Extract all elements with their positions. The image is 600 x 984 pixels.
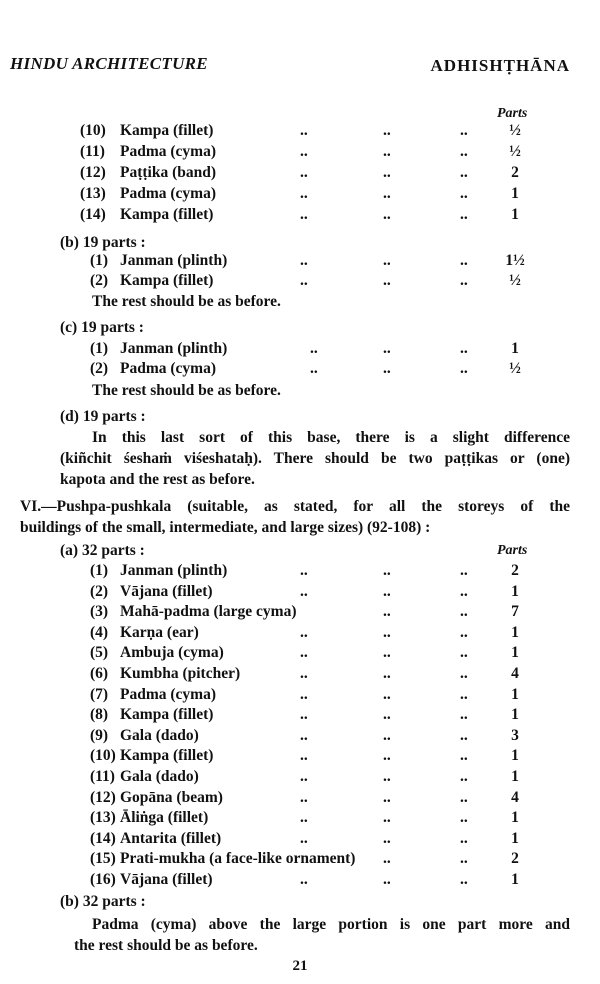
item-parts-value: 1 bbox=[511, 829, 519, 847]
leader-dots: .. bbox=[300, 665, 308, 682]
leader-dots: .. bbox=[460, 252, 468, 269]
section-a-parts-heading: Parts bbox=[497, 543, 528, 558]
leader-dots: .. bbox=[300, 252, 308, 269]
leader-dots: .. bbox=[383, 272, 391, 289]
leader-dots: .. bbox=[460, 272, 468, 289]
item-number: (12) bbox=[90, 788, 116, 806]
item-number: (11) bbox=[80, 143, 105, 160]
leader-dots: .. bbox=[383, 706, 391, 724]
leader-dots: .. bbox=[300, 164, 308, 181]
leader-dots: .. bbox=[300, 768, 308, 785]
leader-dots: .. bbox=[383, 582, 391, 600]
leader-dots: .. bbox=[300, 706, 308, 724]
leader-dots: .. bbox=[460, 164, 468, 181]
leader-dots: .. bbox=[460, 871, 468, 888]
parts-column-heading: Parts bbox=[497, 106, 528, 121]
leader-dots: .. bbox=[460, 809, 468, 827]
leader-dots: .. bbox=[300, 809, 308, 827]
leader-dots: .. bbox=[383, 252, 391, 269]
leader-dots: .. bbox=[310, 340, 318, 357]
item-name: Āliṅga (fillet) bbox=[120, 809, 209, 827]
leader-dots: .. bbox=[383, 122, 391, 139]
leader-dots: .. bbox=[300, 747, 308, 765]
item-number: (2) bbox=[90, 360, 109, 377]
section-b-note: The rest should be as before. bbox=[92, 293, 281, 310]
item-parts-value: 1 bbox=[511, 582, 519, 600]
list-item bbox=[0, 726, 600, 746]
item-name: Vājana (fillet) bbox=[120, 582, 213, 600]
section-d-text-2: (kiñchit śeshaṁ viśeshataḥ). There should be two paṭṭikas or (one) bbox=[60, 450, 570, 467]
leader-dots: .. bbox=[383, 768, 391, 785]
leader-dots: .. bbox=[300, 829, 308, 847]
leader-dots: .. bbox=[383, 206, 391, 223]
section-b-label: (b) 19 parts : bbox=[60, 234, 146, 251]
leader-dots: .. bbox=[460, 726, 468, 744]
list-item bbox=[0, 359, 600, 379]
leader-dots: .. bbox=[300, 871, 308, 888]
list-item bbox=[0, 142, 600, 162]
item-parts-value: 1 bbox=[511, 185, 519, 202]
list-item bbox=[0, 163, 600, 183]
item-number: (13) bbox=[80, 185, 106, 202]
leader-dots: .. bbox=[383, 747, 391, 765]
section-vi-line-1: VI.—Pushpa-pushkala (suitable, as stated, for all the storeys of the bbox=[20, 498, 570, 515]
leader-dots: .. bbox=[300, 582, 308, 600]
item-number: (10) bbox=[80, 122, 106, 139]
section-vi-line-2: buildings of the small, intermediate, and large sizes) (92-108) : bbox=[20, 519, 431, 536]
leader-dots: .. bbox=[460, 185, 468, 202]
item-name: Padma (cyma) bbox=[120, 360, 216, 377]
leader-dots: .. bbox=[460, 143, 468, 160]
item-name: Kampa (fillet) bbox=[120, 122, 214, 139]
leader-dots: .. bbox=[460, 122, 468, 139]
leader-dots: .. bbox=[300, 562, 308, 579]
list-item bbox=[0, 788, 600, 808]
leader-dots: .. bbox=[383, 850, 391, 868]
leader-dots: .. bbox=[383, 360, 391, 377]
item-number: (12) bbox=[80, 164, 106, 181]
section-b2-text-1: Padma (cyma) above the large portion is one part more and bbox=[92, 916, 570, 933]
list-item bbox=[0, 808, 600, 828]
item-parts-value: 7 bbox=[511, 603, 519, 621]
item-parts-value: 1 bbox=[511, 340, 519, 357]
leader-dots: .. bbox=[310, 360, 318, 377]
item-parts-value: 1 bbox=[511, 706, 519, 724]
list-item bbox=[0, 582, 600, 602]
section-c-note: The rest should be as before. bbox=[92, 382, 281, 399]
item-name: Antarita (fillet) bbox=[120, 829, 222, 847]
item-parts-value: ½ bbox=[509, 272, 521, 289]
section-d-text-3: kapota and the rest as before. bbox=[60, 471, 255, 488]
leader-dots: .. bbox=[383, 340, 391, 357]
section-b2-label: (b) 32 parts : bbox=[60, 893, 146, 910]
leader-dots: .. bbox=[460, 206, 468, 223]
leader-dots: .. bbox=[460, 829, 468, 847]
page-number: 21 bbox=[292, 958, 308, 974]
leader-dots: .. bbox=[300, 644, 308, 662]
item-number: (11) bbox=[90, 768, 115, 785]
item-parts-value: 1 bbox=[511, 809, 519, 827]
item-number: (14) bbox=[90, 829, 116, 847]
leader-dots: .. bbox=[460, 685, 468, 703]
item-parts-value: 1 bbox=[511, 206, 519, 223]
leader-dots: .. bbox=[300, 143, 308, 160]
item-parts-value: 2 bbox=[511, 562, 519, 579]
leader-dots: .. bbox=[460, 788, 468, 806]
item-parts-value: 1 bbox=[511, 644, 519, 662]
item-parts-value: ½ bbox=[509, 360, 521, 377]
leader-dots: .. bbox=[383, 809, 391, 827]
leader-dots: .. bbox=[383, 871, 391, 888]
leader-dots: .. bbox=[383, 788, 391, 806]
item-number: (8) bbox=[90, 706, 109, 724]
list-item bbox=[0, 561, 600, 581]
list-item bbox=[0, 339, 600, 359]
list-item bbox=[0, 602, 600, 622]
item-parts-value: 1 bbox=[511, 685, 519, 703]
item-name: Mahā-padma (large cyma) bbox=[120, 603, 297, 621]
section-d-text-1: In this last sort of this base, there is a slight difference bbox=[92, 429, 570, 446]
list-item bbox=[0, 664, 600, 684]
leader-dots: .. bbox=[383, 623, 391, 641]
item-number: (14) bbox=[80, 206, 106, 223]
list-item bbox=[0, 623, 600, 643]
list-item bbox=[0, 870, 600, 890]
item-parts-value: ½ bbox=[509, 143, 521, 160]
leader-dots: .. bbox=[300, 185, 308, 202]
item-number: (4) bbox=[90, 623, 109, 641]
leader-dots: .. bbox=[383, 603, 391, 621]
item-name: Padma (cyma) bbox=[120, 685, 216, 703]
item-name: Kampa (fillet) bbox=[120, 747, 214, 765]
leader-dots: .. bbox=[460, 850, 468, 868]
item-parts-value: ½ bbox=[509, 122, 521, 139]
leader-dots: .. bbox=[383, 726, 391, 744]
list-item bbox=[0, 251, 600, 271]
item-number: (1) bbox=[90, 562, 109, 579]
item-number: (7) bbox=[90, 685, 109, 703]
item-name: Padma (cyma) bbox=[120, 185, 216, 202]
list-item bbox=[0, 121, 600, 141]
item-parts-value: 1 bbox=[511, 768, 519, 785]
section-d-label: (d) 19 parts : bbox=[60, 408, 146, 425]
item-name: Prati-mukha (a face-like ornament) bbox=[120, 850, 356, 868]
leader-dots: .. bbox=[460, 360, 468, 377]
leader-dots: .. bbox=[460, 706, 468, 724]
leader-dots: .. bbox=[383, 644, 391, 662]
item-parts-value: 2 bbox=[511, 164, 519, 181]
leader-dots: .. bbox=[300, 623, 308, 641]
leader-dots: .. bbox=[383, 185, 391, 202]
leader-dots: .. bbox=[383, 829, 391, 847]
item-name: Paṭṭika (band) bbox=[120, 164, 217, 181]
list-item bbox=[0, 184, 600, 204]
section-b2-text-2: the rest should be as before. bbox=[74, 937, 258, 954]
leader-dots: .. bbox=[460, 747, 468, 765]
list-item bbox=[0, 205, 600, 225]
leader-dots: .. bbox=[300, 206, 308, 223]
leader-dots: .. bbox=[300, 788, 308, 806]
leader-dots: .. bbox=[460, 665, 468, 682]
item-number: (15) bbox=[90, 850, 116, 868]
item-name: Gala (dado) bbox=[120, 768, 199, 785]
leader-dots: .. bbox=[460, 340, 468, 357]
item-number: (10) bbox=[90, 747, 116, 765]
item-name: Padma (cyma) bbox=[120, 143, 216, 160]
item-number: (16) bbox=[90, 871, 116, 888]
item-parts-value: 1 bbox=[511, 871, 519, 888]
item-parts-value: 1 bbox=[511, 747, 519, 765]
leader-dots: .. bbox=[300, 272, 308, 289]
item-name: Gopāna (beam) bbox=[120, 788, 223, 806]
item-parts-value: 1½ bbox=[505, 252, 525, 269]
item-name: Janman (plinth) bbox=[120, 252, 228, 269]
item-number: (9) bbox=[90, 726, 109, 744]
item-parts-value: 4 bbox=[511, 665, 519, 682]
item-name: Vājana (fillet) bbox=[120, 871, 213, 888]
leader-dots: .. bbox=[383, 143, 391, 160]
leader-dots: .. bbox=[460, 623, 468, 641]
list-item bbox=[0, 829, 600, 849]
leader-dots: .. bbox=[460, 582, 468, 600]
running-head-left: HINDU ARCHITECTURE bbox=[10, 54, 208, 73]
item-name: Janman (plinth) bbox=[120, 562, 228, 579]
item-name: Kampa (fillet) bbox=[120, 206, 214, 223]
item-number: (3) bbox=[90, 603, 109, 621]
list-item bbox=[0, 705, 600, 725]
item-parts-value: 3 bbox=[511, 726, 519, 744]
list-item bbox=[0, 643, 600, 663]
leader-dots: .. bbox=[460, 644, 468, 662]
list-item bbox=[0, 746, 600, 766]
item-number: (6) bbox=[90, 665, 109, 682]
leader-dots: .. bbox=[383, 164, 391, 181]
leader-dots: .. bbox=[300, 685, 308, 703]
section-a-label: (a) 32 parts : bbox=[60, 542, 145, 559]
leader-dots: .. bbox=[300, 726, 308, 744]
running-head-right: ADHISHṬHĀNA bbox=[430, 56, 570, 75]
leader-dots: .. bbox=[383, 665, 391, 682]
item-name: Karṇa (ear) bbox=[120, 623, 199, 641]
item-number: (13) bbox=[90, 809, 116, 827]
item-number: (2) bbox=[90, 272, 109, 289]
item-number: (1) bbox=[90, 340, 109, 357]
list-item bbox=[0, 271, 600, 291]
item-name: Kumbha (pitcher) bbox=[120, 665, 241, 682]
item-name: Janman (plinth) bbox=[120, 340, 228, 357]
leader-dots: .. bbox=[460, 603, 468, 621]
leader-dots: .. bbox=[460, 768, 468, 785]
item-number: (2) bbox=[90, 582, 109, 600]
leader-dots: .. bbox=[300, 122, 308, 139]
leader-dots: .. bbox=[383, 562, 391, 579]
section-c-label: (c) 19 parts : bbox=[60, 319, 144, 336]
item-parts-value: 4 bbox=[511, 788, 519, 806]
item-name: Kampa (fillet) bbox=[120, 706, 214, 724]
item-number: (5) bbox=[90, 644, 109, 662]
leader-dots: .. bbox=[383, 685, 391, 703]
item-number: (1) bbox=[90, 252, 109, 269]
list-item bbox=[0, 767, 600, 787]
item-name: Kampa (fillet) bbox=[120, 272, 214, 289]
item-name: Ambuja (cyma) bbox=[120, 644, 224, 662]
leader-dots: .. bbox=[460, 562, 468, 579]
item-name: Gala (dado) bbox=[120, 726, 199, 744]
list-item bbox=[0, 849, 600, 869]
item-parts-value: 1 bbox=[511, 623, 519, 641]
item-parts-value: 2 bbox=[511, 850, 519, 868]
list-item bbox=[0, 685, 600, 705]
